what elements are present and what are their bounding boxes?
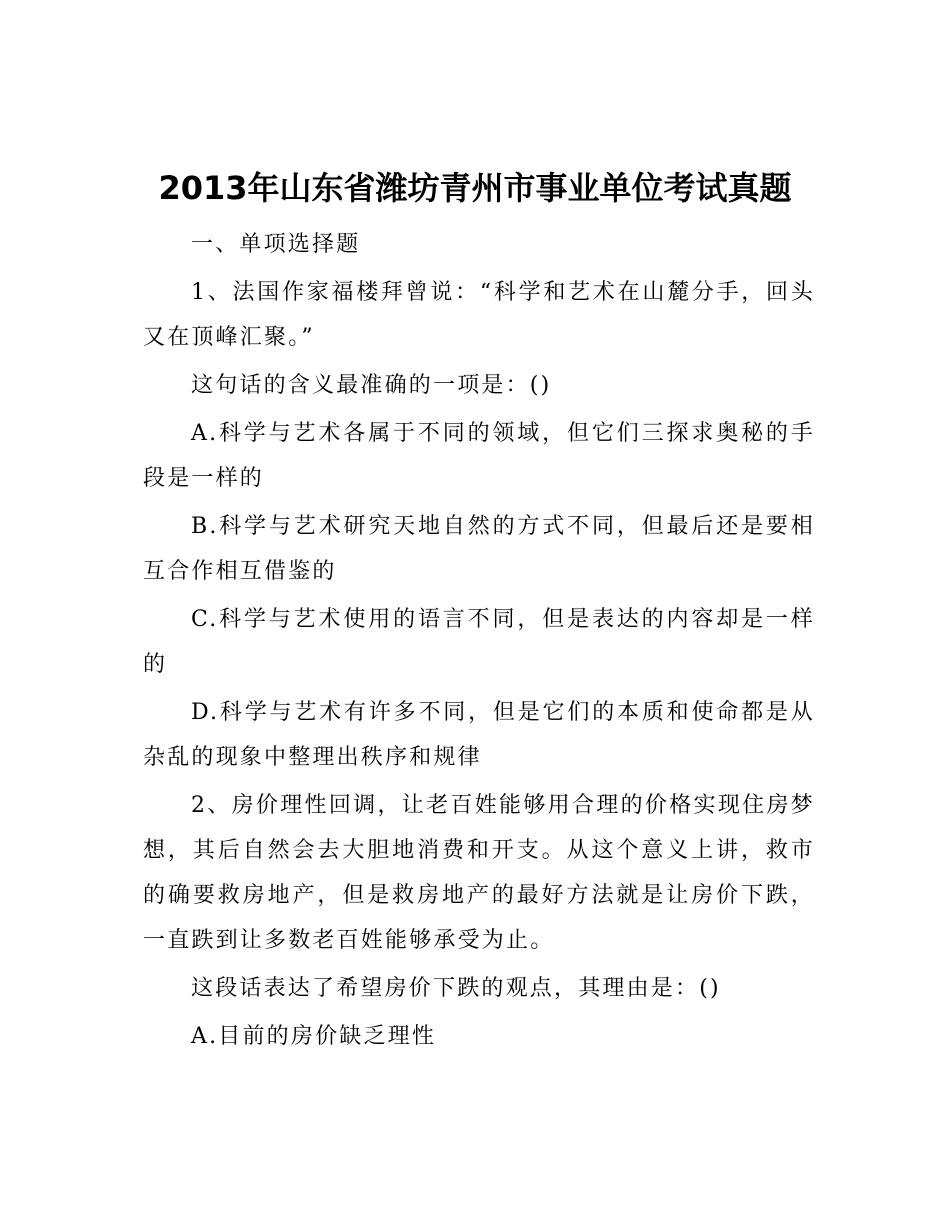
question-2-option-a: A.目前的房价缺乏理性 xyxy=(191,1024,437,1049)
question-1-option-a: A.科学与艺术各属于不同的领域，但它们三探求奥秘的手段是一样的 xyxy=(143,421,815,491)
question-2-stem: 2、房价理性回调，让老百姓能够用合理的价格实现住房梦想，其后自然会去大胆地消费和开支。从这个意义上讲，救市的确要救房地产，但是救房地产的最好方法就是让房价下跌，一直跌到让多数老百姓能够承受为止。 xyxy=(143,793,815,953)
document-title: 2013年山东省潍坊青州市事业单位考试真题 xyxy=(158,169,792,207)
question-1-prompt: 这句话的含义最准确的一项是：() xyxy=(191,373,552,398)
question-2-prompt: 这段话表达了希望房价下跌的观点，其理由是：() xyxy=(191,976,721,1001)
question-1-option-d: D.科学与艺术有许多不同，但是它们的本质和使命都是从杂乱的现象中整理出秩序和规律 xyxy=(143,700,815,770)
question-1-option-c: C.科学与艺术使用的语言不同，但是表达的内容却是一样的 xyxy=(143,607,815,677)
question-1-stem: 1、法国作家福楼拜曾说：“科学和艺术在山麓分手，回头又在顶峰汇聚。” xyxy=(143,280,815,350)
document-body xyxy=(143,222,815,1062)
section-heading: 一、单项选择题 xyxy=(191,232,361,257)
question-1-option-b: B.科学与艺术研究天地自然的方式不同，但最后还是要相互合作相互借鉴的 xyxy=(143,514,815,584)
